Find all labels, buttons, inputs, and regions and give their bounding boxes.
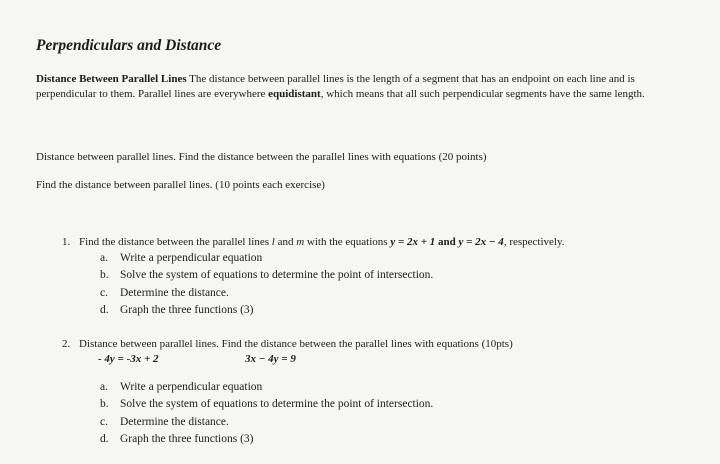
var-l: l <box>271 236 275 248</box>
subpart-letter: b. <box>100 269 109 281</box>
intro-text-before: The distance between parallel lines is the length of a segment that has an endpoint on each line and is perpendicular to them. Parallel lines are everywhere <box>36 73 635 100</box>
instruction-1: Distance between parallel lines. Find the distance between the parallel lines with equations (20 points) <box>36 151 487 163</box>
subpart-text: Determine the distance. <box>120 287 229 299</box>
question-1-eq1: y = 2x + 1 <box>390 236 436 248</box>
subpart-letter: d. <box>100 433 109 445</box>
question-1-number: 1. <box>62 236 71 248</box>
subpart-letter: a. <box>100 252 108 264</box>
subpart-text: Determine the distance. <box>120 416 229 428</box>
subpart-text: Solve the system of equations to determine the point of intersection. <box>120 269 434 281</box>
question-2-eq2: 3x − 4y = 9 <box>245 353 296 365</box>
question-2-text: Distance between parallel lines. Find the distance between the parallel lines with equations (10pts) <box>79 338 513 350</box>
question-1-text <box>79 236 565 248</box>
subpart-letter: a. <box>100 381 108 393</box>
subpart-text: Graph the three functions (3) <box>120 304 254 316</box>
question-2-number: 2. <box>62 338 71 350</box>
question-1-text-c: with the equations <box>304 236 391 248</box>
subpart-text: Write a perpendicular equation <box>120 381 263 393</box>
intro-emphasis: equidistant <box>268 88 321 100</box>
question-2-eq1: - 4y = -3x + 2 <box>98 353 159 365</box>
subpart-text: Graph the three functions (3) <box>120 433 254 445</box>
subpart-letter: c. <box>100 287 108 299</box>
question-1-text-b: and <box>274 236 297 248</box>
question-1-eq2: y = 2x − 4 <box>458 236 504 248</box>
question-1-text-a: Find the distance between the parallel lines <box>79 236 272 248</box>
intro-paragraph <box>36 72 686 102</box>
page-title: Perpendiculars and Distance <box>36 37 222 54</box>
intro-lead: Distance Between Parallel Lines <box>36 73 187 85</box>
instruction-2: Find the distance between parallel lines. (10 points each exercise) <box>36 179 325 191</box>
question-1-text-d: and <box>435 236 459 248</box>
subpart-text: Write a perpendicular equation <box>120 252 263 264</box>
subpart-letter: b. <box>100 398 109 410</box>
subpart-letter: c. <box>100 416 108 428</box>
intro-text-after: , which means that all such perpendicular segments have the same length. <box>320 88 645 100</box>
subpart-letter: d. <box>100 304 109 316</box>
subpart-text: Solve the system of equations to determine the point of intersection. <box>120 398 434 410</box>
var-m: m <box>296 236 305 248</box>
question-1-text-e: , respectively. <box>503 236 565 248</box>
